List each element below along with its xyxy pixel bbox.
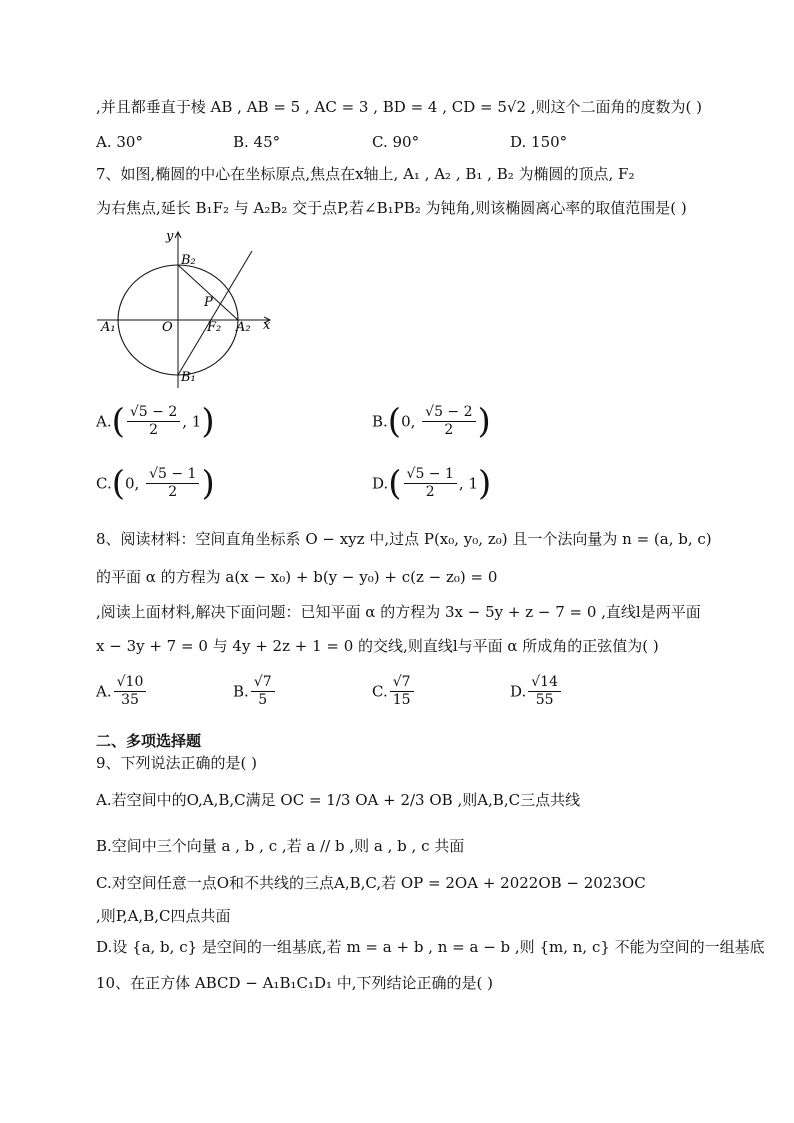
label-f2: F₂ — [207, 320, 222, 335]
q8-option-c: C. $\frac{√7}{15}$ — [372, 674, 416, 709]
q9-option-c-line2: ,则P,A,B,C四点共面 — [96, 907, 231, 925]
q8-stem-line1: 8、阅读材料：空间直角坐标系 O − xyz 中,过点 P(x₀, y₀, z₀) 且一个法向量为 n = (a, b, c) — [96, 530, 712, 548]
q9-option-d: D.设 {a, b, c} 是空间的一组基底,若 m = a + b , n = a − b ,则 {m, n, c} 不能为空间的一组基底 — [96, 938, 765, 956]
q7-option-b: B.(0, $\frac{√5 - 2}{2}$ ) — [372, 401, 491, 442]
q7-option-c: C.(0, $\frac{√5 - 1}{2}$ ) — [96, 463, 215, 504]
label-x: x — [263, 318, 271, 333]
label-a2: A₂ — [236, 320, 251, 335]
q8-stem-line4: x − 3y + 7 = 0 与 4y + 2z + 1 = 0 的交线,则直线l与平面 α 所成角的正弦值为( ) — [96, 637, 659, 655]
q7-stem-line2: 为右焦点,延长 B₁F₂ 与 A₂B₂ 交于点P,若∠B₁PB₂ 为钝角,则该椭圆离心率的取值范围是( ) — [96, 199, 687, 217]
q9-option-c-line1: C.对空间任意一点O和不共线的三点A,B,C,若 OP = 2OA + 2022OB − 2023OC — [96, 874, 646, 892]
q7-option-d: D.( $\frac{√5 - 1}{2}$ , 1) — [372, 463, 492, 504]
segment-b2-a2 — [178, 265, 238, 320]
label-y: y — [166, 229, 174, 244]
label-b2: B₂ — [181, 253, 196, 268]
q8-stem-line3: ,阅读上面材料,解决下面问题：已知平面 α 的方程为 3x − 5y + z − 7 = 0 ,直线l是两平面 — [96, 603, 701, 621]
q9-option-b: B.空间中三个向量 a , b , c ,若 a // b ,则 a , b , c 共面 — [96, 837, 465, 855]
q6-option-a: A. 30° — [96, 133, 143, 151]
q6-option-d: D. 150° — [510, 133, 568, 151]
ray-b1-f2-p — [178, 251, 252, 375]
label-b1: B₁ — [181, 370, 196, 385]
q6-option-b: B. 45° — [233, 133, 281, 151]
q8-option-b: B. $\frac{√7}{5}$ — [233, 674, 277, 709]
q7-option-a: A.( $\frac{√5 - 2}{2}$ , 1) — [96, 401, 215, 442]
q6-option-c: C. 90° — [372, 133, 420, 151]
label-p: P — [204, 295, 213, 310]
q9-option-a: A.若空间中的O,A,B,C满足 OC = 1/3 OA + 2/3 OB ,则A,B,C三点共线 — [96, 791, 581, 809]
label-a1: A₁ — [101, 320, 116, 335]
q6-continuation: ,并且都垂直于棱 AB , AB = 5 , AC = 3 , BD = 4 , CD = 5√2 ,则这个二面角的度数为( ) — [96, 98, 703, 116]
q9-stem: 9、下列说法正确的是( ) — [96, 754, 258, 772]
ellipse-figure — [96, 228, 286, 393]
section-heading-multiple-choice: 二、多项选择题 — [96, 732, 202, 750]
q8-option-d: D. $\frac{√14}{55}$ — [510, 674, 563, 709]
q10-stem: 10、在正方体 ABCD − A₁B₁C₁D₁ 中,下列结论正确的是( ) — [96, 974, 494, 992]
q8-stem-line2: 的平面 α 的方程为 a(x − x₀) + b(y − y₀) + c(z − z₀) = 0 — [96, 568, 498, 586]
label-o: O — [162, 320, 173, 335]
q8-option-a: A. $\frac{√10}{35}$ — [96, 674, 148, 709]
q7-stem-line1: 7、如图,椭圆的中心在坐标原点,焦点在x轴上, A₁ , A₂ , B₁ , B₂ 为椭圆的顶点, F₂ — [96, 165, 635, 183]
